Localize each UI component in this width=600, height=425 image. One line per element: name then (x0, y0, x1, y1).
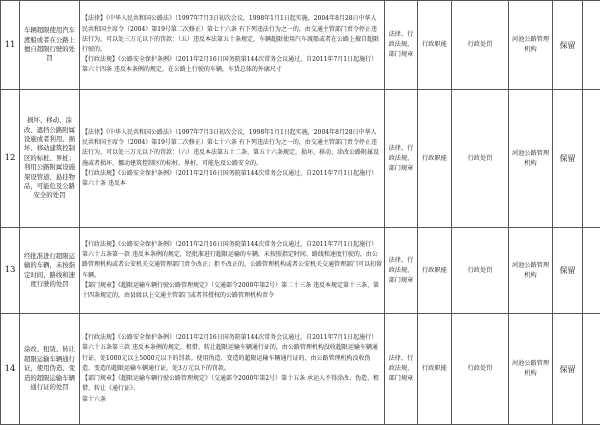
implementing-agency: 河池公路管理机构 (509, 314, 553, 425)
power-type: 行政职能 (418, 314, 452, 425)
row-number: 14 (1, 314, 20, 425)
result-cell: 保留 (553, 314, 583, 425)
item-name: 车辆超限使用汽车渡船或者在公路上擅自超限行驶的处罚 (20, 1, 80, 90)
implementing-agency: 河池公路管理机构 (509, 228, 553, 314)
basis-paragraph: 【行政法规】《公路安全保护条例》（2011年2月16日国务院第144次常务会议通过，自2011年7月1日起施行）第六十五条第一款 违反本条例的规定，经批准进行超限运输的车辆，未按照指定时间、路线和速度行驶的，由公路管理机构或者公安机关交通管理部门责令改正；拒不改正的，公路管理机构或者公安机关交通管理部门可以扣留车辆。 (82, 240, 382, 281)
row-number: 12 (1, 90, 20, 228)
table-row (1, 314, 600, 425)
legal-basis (80, 314, 385, 425)
basis-paragraph: 【法律】《中华人民共和国公路法》（1997年7月3日初次会议，1998年1月1日起实施，2004年8月28日中华人民共和国主席令（2004）第19号第二次修正）第七十六条 有下列违法行为之一的，由交通主管部门责令停止违法行为，可以处三万元以下的罚款：（六）违反本法第五十二条、第五十六条规定，损坏、移动、涂改公路附属设施或者损坏、挪动建筑控制区的标桩、界桩，可能危及公路安全的。 (82, 128, 382, 169)
basis-paragraph: 【部门规章】《超限运输车辆行驶公路管理规定》（交通部令2000年第2号）第二十三条 违反本规定第十三条、第十四条规定的，由县级以上交通主管部门或者其授权的公路管理机构责令 (82, 281, 382, 301)
result-cell: 保留 (553, 90, 583, 228)
remark-cell (583, 1, 600, 90)
row-number: 11 (1, 1, 20, 90)
table-row (1, 90, 600, 228)
table-row (1, 1, 600, 90)
exercise-manner: 行政处罚 (452, 1, 509, 90)
basis-paragraph: 第十六条 (82, 395, 382, 405)
item-name: 经批准进行超限运输的车辆，未按指定时间、路线和速度行驶的处罚 (20, 228, 80, 314)
basis-paragraph: 【法律】《中华人民共和国公路法》（1997年7月3日初次会议，1998年1月1日起实施，2004年8月28日中华人民共和国主席令（2004）第19号第二次修正）第七十六条 有下列违法行为之一的，由交通主管部门责令停止违法行为，可以处三万元以下的罚款：（五）违反本法第五十条规定，车辆超限使用汽车渡船或者在公路上擅自超限行驶的。 (82, 14, 382, 55)
result-cell: 保留 (553, 228, 583, 314)
table-row (1, 228, 600, 314)
power-type: 行政职能 (418, 1, 452, 90)
basis-category: 法律、行政法规、部门规章 (385, 1, 418, 90)
basis-paragraph: 【行政法规】《公路安全保护条例》（2011年2月16日国务院第144次常务会议通过，自2011年7月1日起施行）第六十四条 违反本条例的规定，在公路上行驶的车辆，车货总体的外廓尺寸 (82, 55, 382, 75)
remark-cell (583, 314, 600, 425)
remark-cell (583, 228, 600, 314)
basis-paragraph: 【行政法规】《公路安全保护条例》（2011年2月16日国务院第144次常务会议通过，自2011年7月1日起施行）第六十五条第三款 违反本条例的规定，租借、转让超限运输车辆通行证的，由公路管理机构没收超限运输车辆通行证，处1000元以上5000元以下的罚款。使用伪造、变造的超限运输车辆通行证的，由公路管理机构没收伪造、变造的超限运输车辆通行证，处3万元以下的罚款。 (82, 333, 382, 374)
implementing-agency: 河池公路管理机构 (509, 1, 553, 90)
exercise-manner: 行政处罚 (452, 90, 509, 228)
basis-paragraph: 【行政法规】《公路安全保护条例》（2011年2月16日国务院第144次常务会议通过，自2011年7月1日起施行）第六十条 违反本 (82, 169, 382, 189)
row-number: 13 (1, 228, 20, 314)
exercise-manner: 行政处罚 (452, 228, 509, 314)
implementing-agency: 河池公路管理机构 (509, 90, 553, 228)
result-cell: 保留 (553, 1, 583, 90)
item-name: 损坏、移动、涂改、遮挡公路附属设施或者利用、损坏、移动建筑控制区的标桩、界桩；利用公路附属设施架设管道、悬挂物品，可能危及公路安全的处罚 (20, 90, 80, 228)
item-name: 涂改、租赁、转让超限运输车辆通行证，使用伪造、变造的超限运输车辆通行证的处罚 (20, 314, 80, 425)
basis-paragraph: 【部门规章】《超限运输车辆行驶公路管理规定》（交通部令2000年第2号）第十五条 承运人不得涂改、伪造、租借、转让《通行证》。 (82, 374, 382, 394)
power-type: 行政职能 (418, 90, 452, 228)
legal-basis (80, 90, 385, 228)
legal-basis (80, 228, 385, 314)
basis-category: 法律、行政法规、部门规章 (385, 90, 418, 228)
power-type: 行政职能 (418, 228, 452, 314)
exercise-manner: 行政处罚 (452, 314, 509, 425)
remark-cell (583, 90, 600, 228)
basis-category: 法律、行政法规、部门规章 (385, 314, 418, 425)
legal-basis (80, 1, 385, 90)
basis-category: 法律、行政法规、部门规章 (385, 228, 418, 314)
